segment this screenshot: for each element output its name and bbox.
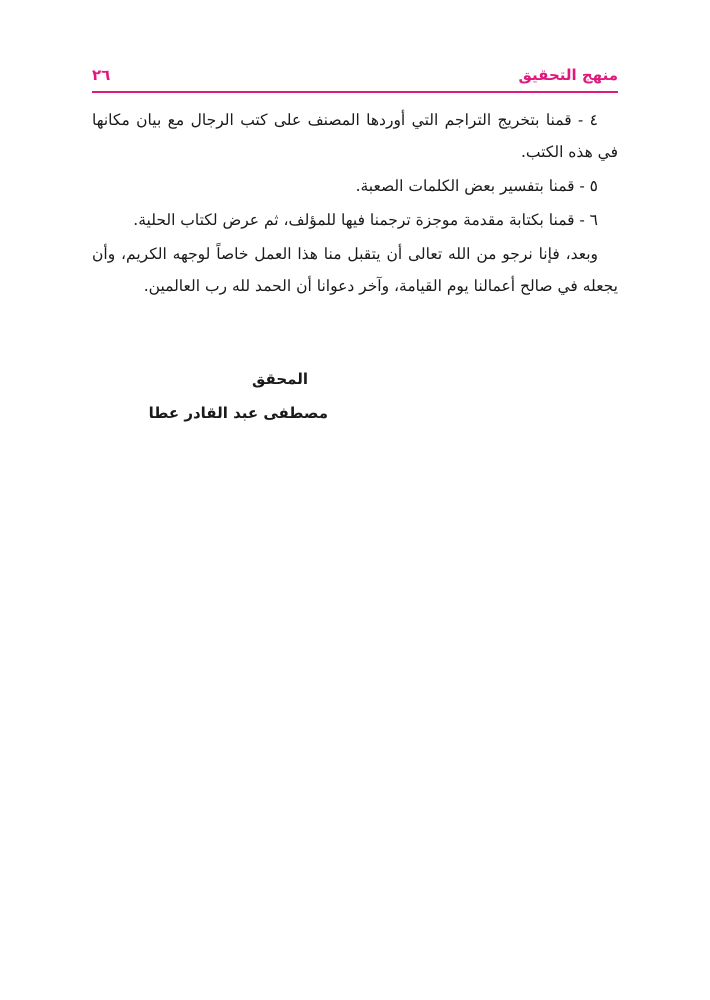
- paragraph-item-4: ٤ - قمنا بتخريج التراجم التي أوردها المصنف على كتب الرجال مع بيان مكانها في هذه الكتب.: [92, 111, 618, 161]
- header-divider: [92, 91, 618, 93]
- signature-block: [92, 362, 618, 430]
- signature-name: مصطفى عبد القادر عطا: [148, 404, 328, 422]
- document-page: [92, 0, 618, 1000]
- paragraph-item-5: ٥ - قمنا بتفسير بعض الكلمات الصعبة.: [355, 177, 598, 195]
- running-header: [92, 62, 618, 88]
- signature-role: المحقق: [252, 370, 308, 388]
- paragraph-closing: وبعد، فإنا نرجو من الله تعالى أن يتقبل منا هذا العمل خاصاً لوجهه الكريم، وأن يجعله في صالح أعمالنا يوم القيامة، وآخر دعوانا أن الحمد لله رب العالمين.: [92, 245, 618, 295]
- paragraph-item-6: ٦ - قمنا بكتابة مقدمة موجزة ترجمنا فيها للمؤلف، ثم عرض لكتاب الحلية.: [133, 211, 598, 229]
- page-number: ٢٦: [92, 66, 111, 84]
- chapter-title: منهج التحقيق: [518, 66, 618, 84]
- body-text: [92, 104, 618, 304]
